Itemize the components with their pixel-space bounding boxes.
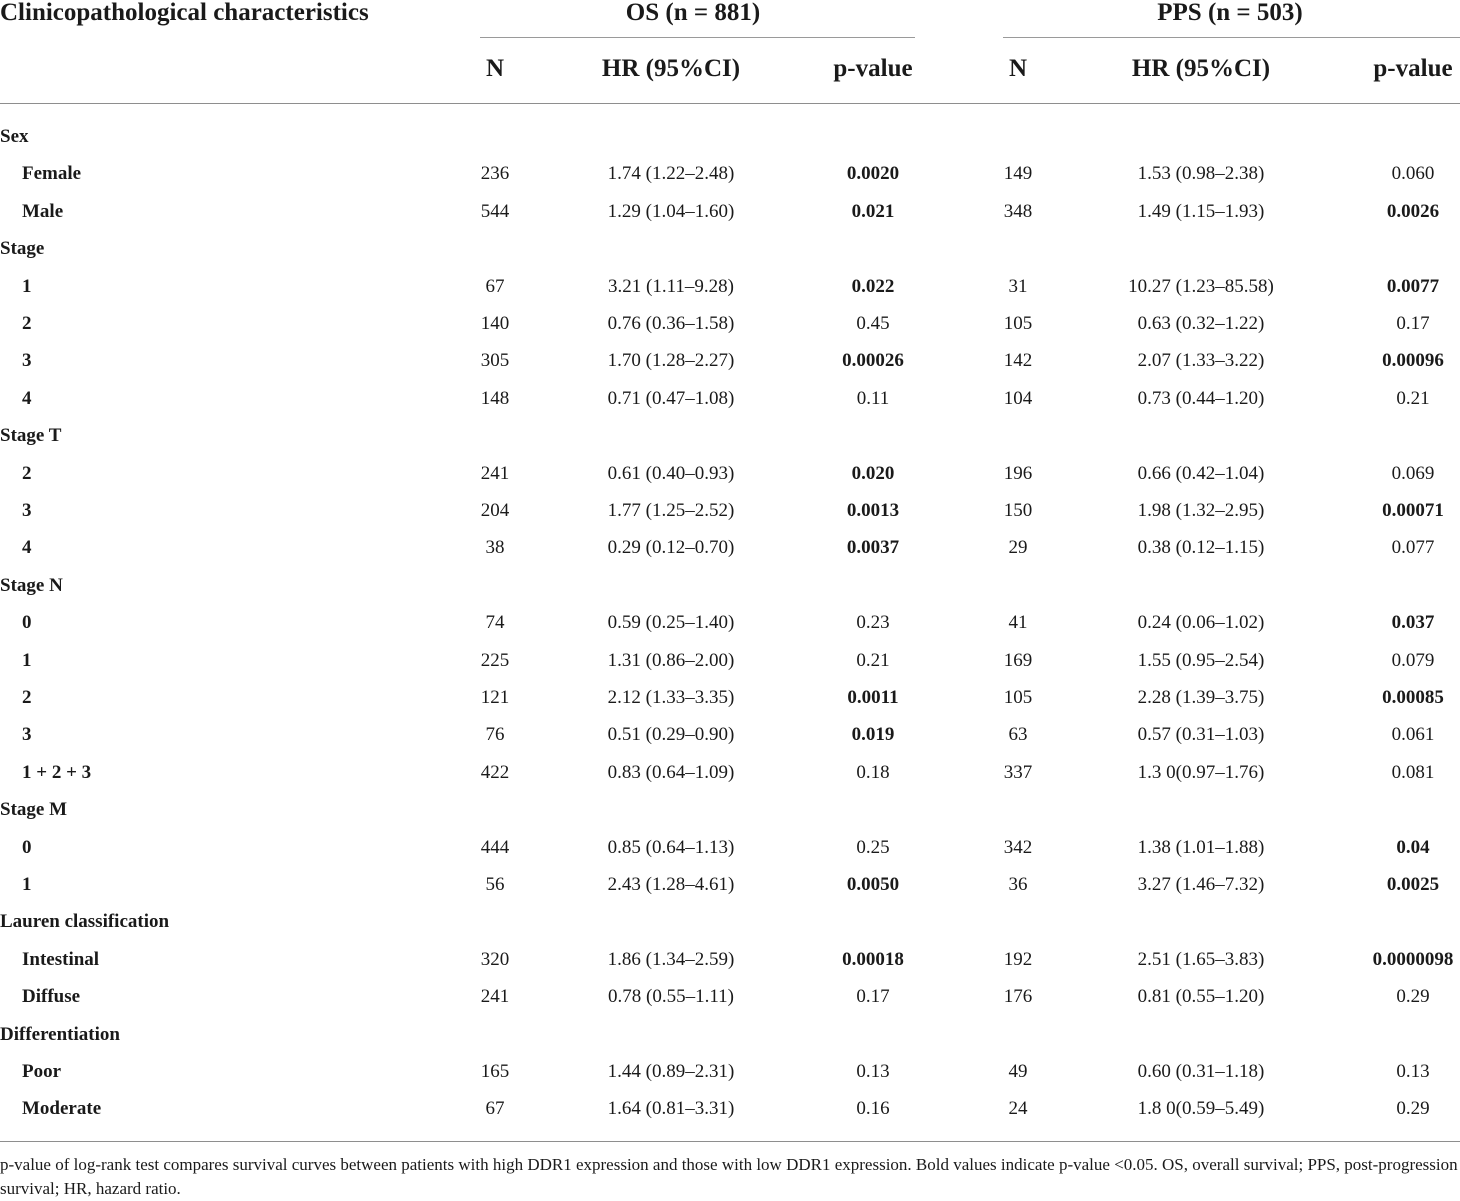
cell-pps-hr: 1.38 (1.01–1.88) <box>1137 837 1265 858</box>
cell-os-n: 140 <box>480 313 510 334</box>
table-row <box>0 871 1460 908</box>
row-label: 1 <box>22 874 32 895</box>
cell-os-n: 67 <box>485 1098 505 1119</box>
cell-pps-hr: 0.73 (0.44–1.20) <box>1137 388 1265 409</box>
cell-os-hr: 0.51 (0.29–0.90) <box>607 724 735 745</box>
group-row <box>0 908 1460 945</box>
table-row <box>0 385 1460 422</box>
cell-os-hr: 1.74 (1.22–2.48) <box>607 163 735 184</box>
cell-pps-hr: 0.63 (0.32–1.22) <box>1137 313 1265 334</box>
cell-os-p: 0.21 <box>856 650 890 671</box>
cell-os-n: 241 <box>480 463 510 484</box>
cell-os-hr: 1.44 (0.89–2.31) <box>607 1061 735 1082</box>
header-pps-group: PPS (n = 503) <box>1157 0 1303 26</box>
table-row <box>0 1058 1460 1095</box>
cell-pps-hr: 2.28 (1.39–3.75) <box>1137 687 1265 708</box>
cell-os-hr: 0.85 (0.64–1.13) <box>607 837 735 858</box>
cell-pps-p: 0.0000098 <box>1372 949 1454 970</box>
group-label: Stage N <box>0 575 63 596</box>
cell-os-hr: 2.12 (1.33–3.35) <box>607 687 735 708</box>
table-row <box>0 609 1460 646</box>
cell-os-p: 0.0011 <box>847 687 899 708</box>
cell-pps-hr: 1.8 0(0.59–5.49) <box>1137 1098 1265 1119</box>
cell-os-p: 0.45 <box>856 313 890 334</box>
table-row <box>0 721 1460 758</box>
group-label: Stage T <box>0 425 62 446</box>
cell-pps-n: 63 <box>1008 724 1028 745</box>
row-label: 1 <box>22 650 32 671</box>
row-label: Intestinal <box>22 949 100 970</box>
cell-pps-n: 49 <box>1008 1061 1028 1082</box>
cell-pps-hr: 10.27 (1.23–85.58) <box>1128 276 1274 297</box>
cell-os-n: 241 <box>480 986 510 1007</box>
table-row <box>0 946 1460 983</box>
cell-pps-p: 0.00096 <box>1382 350 1444 371</box>
cell-os-hr: 3.21 (1.11–9.28) <box>608 276 734 297</box>
cell-pps-hr: 1.53 (0.98–2.38) <box>1137 163 1265 184</box>
cell-pps-hr: 0.38 (0.12–1.15) <box>1137 537 1265 558</box>
row-label: 0 <box>22 612 32 633</box>
cell-os-hr: 1.29 (1.04–1.60) <box>607 201 735 222</box>
cell-pps-hr: 1.49 (1.15–1.93) <box>1137 201 1265 222</box>
cell-os-hr: 1.31 (0.86–2.00) <box>607 650 735 671</box>
group-label: Stage M <box>0 799 68 820</box>
row-label: 4 <box>22 537 32 558</box>
cell-os-n: 76 <box>485 724 505 745</box>
header-pps-n: N <box>1008 55 1028 82</box>
cell-pps-p: 0.081 <box>1391 762 1435 783</box>
row-label: Male <box>22 201 64 222</box>
cell-os-n: 422 <box>480 762 510 783</box>
cell-pps-n: 150 <box>1003 500 1033 521</box>
cell-os-p: 0.0020 <box>846 163 900 184</box>
table-row <box>0 310 1460 347</box>
cell-os-hr: 1.77 (1.25–2.52) <box>607 500 735 521</box>
table-row <box>0 497 1460 534</box>
table-footnote: p-value of log-rank test compares survival curves between patients with high DDR1 expression and those with low DDR1 expression. Bold values indicate p-value <0.05. OS, overall survival; PPS, post-progression survival; HR, hazard ratio. <box>0 1155 1458 1198</box>
cell-pps-hr: 1.98 (1.32–2.95) <box>1137 500 1265 521</box>
cell-os-hr: 0.29 (0.12–0.70) <box>607 537 735 558</box>
row-label: Poor <box>22 1061 62 1082</box>
cell-pps-p: 0.00085 <box>1382 687 1444 708</box>
cell-os-p: 0.17 <box>856 986 890 1007</box>
table-row <box>0 759 1460 796</box>
header-os-n: N <box>485 55 505 82</box>
table-row <box>0 834 1460 871</box>
cell-os-n: 148 <box>480 388 510 409</box>
cell-os-n: 320 <box>480 949 510 970</box>
row-label: 2 <box>22 313 32 334</box>
table-row <box>0 983 1460 1020</box>
group-label: Differentiation <box>0 1024 120 1045</box>
cell-os-p: 0.019 <box>851 724 895 745</box>
cell-os-hr: 1.70 (1.28–2.27) <box>607 350 735 371</box>
header-characteristics: Clinicopathological characteristics <box>0 0 369 26</box>
os-group-underline <box>480 37 915 38</box>
row-label: Female <box>22 163 82 184</box>
cell-os-n: 74 <box>485 612 505 633</box>
cell-pps-n: 348 <box>1003 201 1033 222</box>
cell-os-n: 38 <box>485 537 505 558</box>
cell-pps-n: 142 <box>1003 350 1033 371</box>
cell-os-n: 67 <box>485 276 505 297</box>
cell-pps-hr: 2.51 (1.65–3.83) <box>1137 949 1265 970</box>
table-row <box>0 347 1460 384</box>
table-row <box>0 160 1460 197</box>
table-row <box>0 273 1460 310</box>
header-os-hr: HR (95%CI) <box>601 55 741 82</box>
cell-pps-p: 0.29 <box>1396 986 1430 1007</box>
cell-pps-hr: 0.57 (0.31–1.03) <box>1137 724 1265 745</box>
cell-pps-n: 105 <box>1003 313 1033 334</box>
row-label: 3 <box>22 724 32 745</box>
cell-os-p: 0.00018 <box>842 949 904 970</box>
row-label: 2 <box>22 687 32 708</box>
cell-os-p: 0.00026 <box>842 350 904 371</box>
group-row <box>0 123 1460 160</box>
cell-pps-hr: 1.3 0(0.97–1.76) <box>1137 762 1265 783</box>
cell-pps-hr: 1.55 (0.95–2.54) <box>1137 650 1265 671</box>
cell-os-p: 0.11 <box>856 388 890 409</box>
cell-pps-n: 196 <box>1003 463 1033 484</box>
cell-pps-p: 0.077 <box>1391 537 1435 558</box>
cell-pps-n: 36 <box>1008 874 1028 895</box>
cell-pps-p: 0.0025 <box>1386 874 1440 895</box>
group-label: Sex <box>0 126 29 147</box>
group-label: Lauren classification <box>0 911 170 932</box>
cell-pps-hr: 2.07 (1.33–3.22) <box>1137 350 1265 371</box>
cell-os-hr: 0.76 (0.36–1.58) <box>607 313 735 334</box>
cell-pps-p: 0.13 <box>1396 1061 1430 1082</box>
cell-pps-hr: 0.66 (0.42–1.04) <box>1137 463 1265 484</box>
cell-pps-hr: 0.60 (0.31–1.18) <box>1137 1061 1265 1082</box>
header-pps-hr: HR (95%CI) <box>1131 55 1271 82</box>
cell-os-n: 204 <box>480 500 510 521</box>
cell-os-hr: 1.64 (0.81–3.31) <box>607 1098 735 1119</box>
cell-os-n: 165 <box>480 1061 510 1082</box>
cell-pps-p: 0.069 <box>1391 463 1435 484</box>
row-label: 3 <box>22 350 32 371</box>
cell-pps-hr: 3.27 (1.46–7.32) <box>1137 874 1265 895</box>
table-row <box>0 460 1460 497</box>
cell-os-n: 444 <box>480 837 510 858</box>
cell-pps-p: 0.079 <box>1391 650 1435 671</box>
cell-pps-n: 169 <box>1003 650 1033 671</box>
bottom-rule <box>0 1141 1460 1142</box>
header-pps-p: p-value <box>1373 55 1453 82</box>
cell-pps-n: 31 <box>1008 276 1028 297</box>
cell-pps-n: 337 <box>1003 762 1033 783</box>
table-row <box>0 1095 1460 1132</box>
cell-os-p: 0.0037 <box>846 537 900 558</box>
header-os-p: p-value <box>833 55 913 82</box>
cell-pps-p: 0.0026 <box>1386 201 1440 222</box>
row-label: 4 <box>22 388 32 409</box>
row-label: Diffuse <box>22 986 81 1007</box>
cell-os-p: 0.0013 <box>846 500 900 521</box>
cell-pps-p: 0.21 <box>1396 388 1430 409</box>
cell-os-p: 0.0050 <box>846 874 900 895</box>
row-label: 3 <box>22 500 32 521</box>
cell-os-p: 0.16 <box>856 1098 890 1119</box>
row-label: 1 + 2 + 3 <box>22 762 92 783</box>
cell-pps-hr: 0.24 (0.06–1.02) <box>1137 612 1265 633</box>
cell-pps-n: 176 <box>1003 986 1033 1007</box>
cell-os-n: 236 <box>480 163 510 184</box>
cell-os-p: 0.25 <box>856 837 890 858</box>
cell-os-p: 0.020 <box>851 463 895 484</box>
cell-os-n: 225 <box>480 650 510 671</box>
row-label: Moderate <box>22 1098 102 1119</box>
cell-pps-n: 342 <box>1003 837 1033 858</box>
group-row <box>0 422 1460 459</box>
table-row <box>0 684 1460 721</box>
cell-pps-n: 29 <box>1008 537 1028 558</box>
cell-os-hr: 0.78 (0.55–1.11) <box>608 986 734 1007</box>
cell-os-hr: 0.71 (0.47–1.08) <box>607 388 735 409</box>
cell-pps-p: 0.037 <box>1391 612 1435 633</box>
cell-pps-p: 0.060 <box>1391 163 1435 184</box>
cell-os-p: 0.13 <box>856 1061 890 1082</box>
cell-pps-n: 149 <box>1003 163 1033 184</box>
cell-pps-n: 41 <box>1008 612 1028 633</box>
table-row <box>0 534 1460 571</box>
cell-pps-p: 0.29 <box>1396 1098 1430 1119</box>
cell-os-hr: 1.86 (1.34–2.59) <box>607 949 735 970</box>
cell-pps-p: 0.17 <box>1396 313 1430 334</box>
group-row <box>0 235 1460 272</box>
header-rule <box>0 103 1460 104</box>
cell-pps-n: 24 <box>1008 1098 1028 1119</box>
row-label: 2 <box>22 463 32 484</box>
cell-os-n: 305 <box>480 350 510 371</box>
cell-os-p: 0.18 <box>856 762 890 783</box>
cell-os-p: 0.23 <box>856 612 890 633</box>
cell-os-n: 544 <box>480 201 510 222</box>
table-row <box>0 198 1460 235</box>
cell-pps-p: 0.061 <box>1391 724 1435 745</box>
cell-pps-p: 0.04 <box>1396 837 1430 858</box>
cell-pps-n: 104 <box>1003 388 1033 409</box>
cell-os-n: 56 <box>485 874 505 895</box>
cell-os-hr: 0.83 (0.64–1.09) <box>607 762 735 783</box>
cell-os-n: 121 <box>480 687 510 708</box>
cell-pps-p: 0.0077 <box>1386 276 1440 297</box>
cell-os-hr: 2.43 (1.28–4.61) <box>607 874 735 895</box>
group-row <box>0 572 1460 609</box>
header-os-group: OS (n = 881) <box>625 0 761 26</box>
cell-os-hr: 0.59 (0.25–1.40) <box>607 612 735 633</box>
cell-pps-n: 105 <box>1003 687 1033 708</box>
group-row <box>0 796 1460 833</box>
group-label: Stage <box>0 238 45 259</box>
cell-os-hr: 0.61 (0.40–0.93) <box>607 463 735 484</box>
cell-pps-hr: 0.81 (0.55–1.20) <box>1137 986 1265 1007</box>
pps-group-underline <box>1003 37 1460 38</box>
row-label: 0 <box>22 837 32 858</box>
cell-os-p: 0.022 <box>851 276 895 297</box>
table-row <box>0 647 1460 684</box>
group-row <box>0 1021 1460 1058</box>
row-label: 1 <box>22 276 32 297</box>
cell-os-p: 0.021 <box>851 201 895 222</box>
cell-pps-p: 0.00071 <box>1382 500 1444 521</box>
cell-pps-n: 192 <box>1003 949 1033 970</box>
